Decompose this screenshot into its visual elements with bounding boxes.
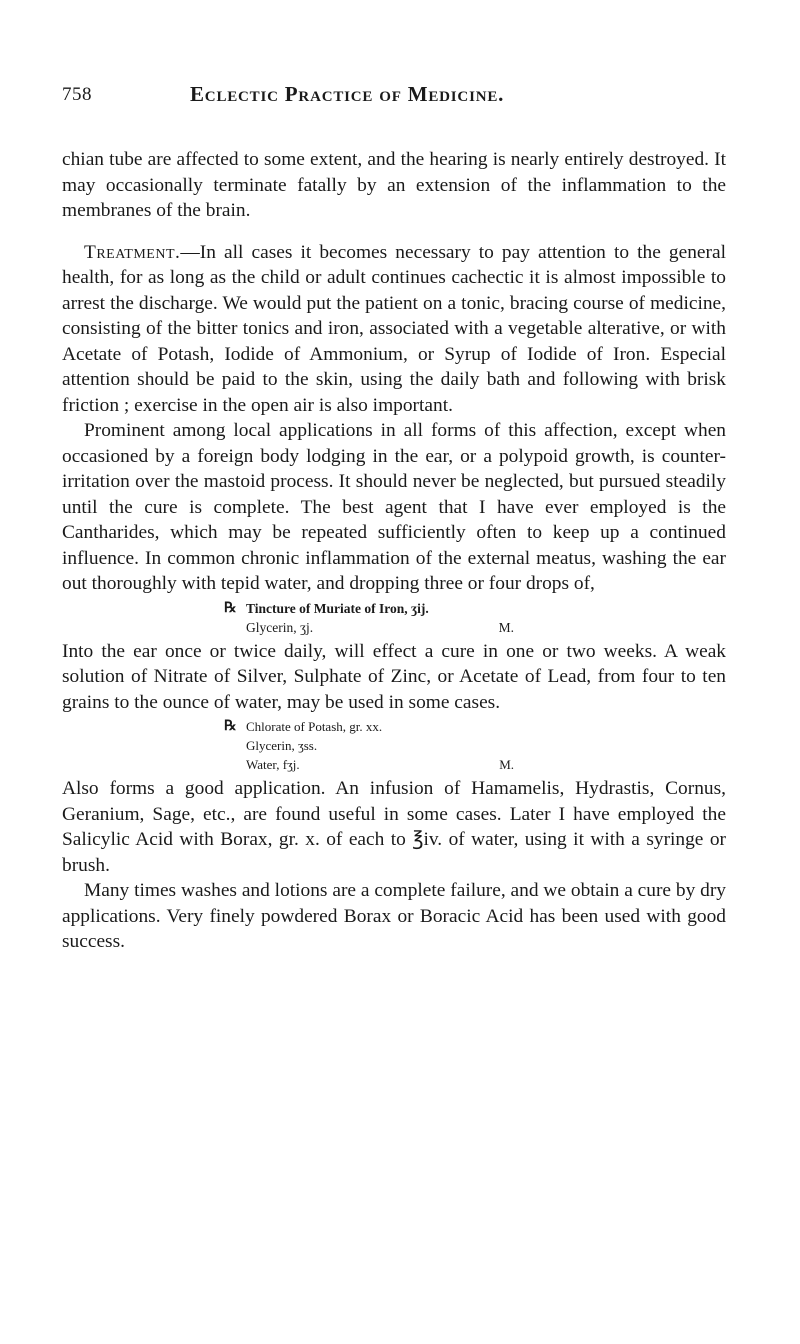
- paragraph-into-the-ear: Into the ear once or twice daily, will effect a cure in one or two weeks. A weak solution of Nitrate of Silver, Sulphate of Zinc, or Acetate of Lead, from four to ten grains to the ounce of water, may be used in some cases.: [62, 640, 726, 713]
- book-page: [62, 72, 726, 955]
- recipe-symbol-icon: ℞: [224, 719, 237, 734]
- treatment-heading: Treatment.: [84, 241, 181, 263]
- page-header: [62, 72, 726, 106]
- page-number: 758: [62, 84, 92, 105]
- treatment-text: —In all cases it becomes necessary to pay attention to the general health, for as long as the child or adult continues cachectic it is almost impossible to arrest the discharge. We would put the patient on a tonic, bracing course of medicine, consisting of the bitter tonics and iron, associated with a vegetable alterative, or with Acetate of Potash, Iodide of Ammonium, or Syrup of Iodide of Iron. Especial attention should be paid to the skin, using the daily bath and following with brisk friction ; exercise in the open air is also important.: [62, 241, 726, 416]
- prescription-1-misce: M.: [498, 619, 514, 635]
- paragraph-local-applications: Prominent among local applications in all forms of this affection, except when occasioned by a foreign body lodging in the ear, or a polypoid growth, is counter-irritation over the mastoid process. It should never be neglected, but pursued steadily until the cure is complete. The best agent that I have ever employed is the Cantharides, which may be repeated sufficiently often to keep up a continued influence. In common chronic inflammation of the external meatus, washing the ear out thoroughly with tepid water, and dropping three or four drops of,: [62, 420, 726, 594]
- prescription-2-misce: M.: [499, 757, 514, 772]
- prescription-2: [62, 717, 726, 774]
- prescription-1-line-1: Tincture of Muriate of Iron, ʒij.: [246, 600, 429, 616]
- paragraph-also-forms: Also forms a good application. An infusion of Hamamelis, Hydrastis, Cornus, Geranium, Sage, etc., are found useful in some cases. Later I have employed the Salicylic Acid with Borax, gr. x. of each to ℥iv. of water, using it with a syringe or brush.: [62, 778, 726, 876]
- paragraph-treatment: [62, 240, 726, 419]
- prescription-2-line-2: Glycerin, ʒss.: [246, 738, 318, 753]
- prescription-1-line-2: Glycerin, ʒj.: [246, 619, 314, 635]
- paragraph-continuation: chian tube are affected to some extent, and the hearing is nearly entirely destroyed. It may occasionally terminate fatally by an extension of the inflammation to the membranes of the brain.: [62, 149, 726, 221]
- prescription-2-line-3: Water, fʒj.: [246, 757, 300, 772]
- recipe-symbol-icon: ℞: [224, 600, 237, 616]
- prescription-1: [62, 599, 726, 637]
- paragraph-dry-applications: Many times washes and lotions are a complete failure, and we obtain a cure by dry applications. Very finely powdered Borax or Boracic Acid has been used with good success.: [62, 880, 726, 952]
- prescription-2-line-1: Chlorate of Potash, gr. xx.: [246, 719, 383, 734]
- body-text: [62, 147, 726, 955]
- running-title: Eclectic Practice of Medicine.: [190, 82, 505, 106]
